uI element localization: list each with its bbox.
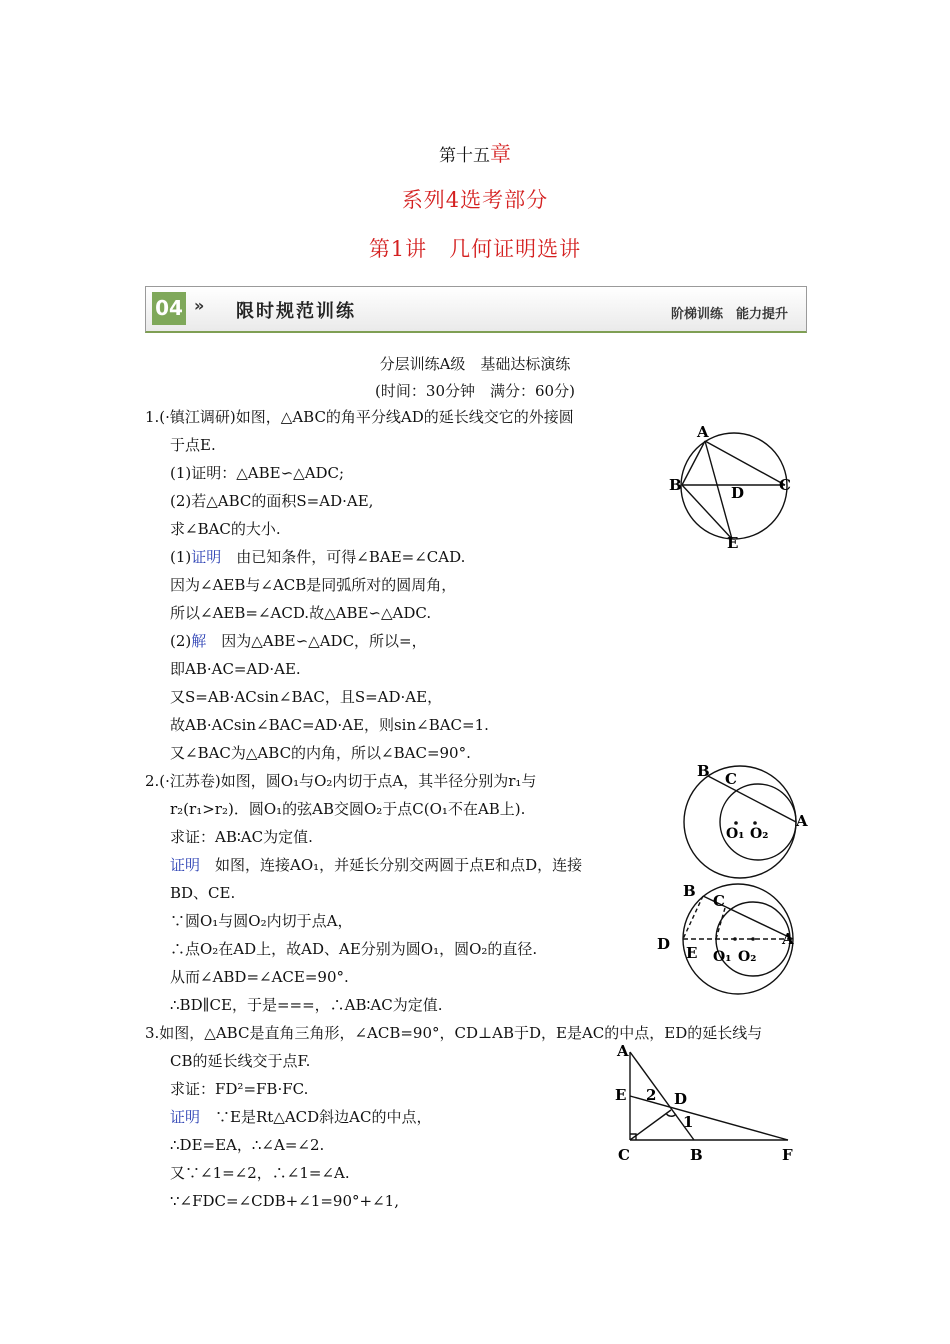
p1-solution-line: 因为∠AEB与∠ACB是同弧所对的圆周角， [170,576,457,594]
p2-solution-line: ∴BD∥CE，于是===，∴AB∶AC为定值. [170,996,443,1014]
figure-4-triangle-diagram [610,1040,805,1170]
fig3-label: O₁ [713,949,732,965]
p3-solution-line: ∴DE=EA，∴∠A=∠2. [170,1136,325,1154]
banner-right-text: 阶梯训练 能力提升 [670,307,788,322]
fig3-label: D [657,935,671,953]
fig2-label: O₂ [750,826,769,842]
banner-number: 04 [152,292,186,325]
level-subtitle: 分层训练A级 基础达标演练 [379,355,571,373]
p1-solution-line: 又S=AB·ACsin∠BAC，且S=AD·AE， [170,688,443,706]
chapter-heading: 第十五章 [439,142,511,166]
p2-solution-line: BD、CE. [170,884,236,902]
fig4-label: 2 [646,1086,657,1104]
proof-label: 证明 [170,856,201,874]
p3-question-line: 3.如图，△ABC是直角三角形，∠ACB=90°，CD⊥AB于D，E是AC的中点，ED的延长线与 [145,1024,763,1042]
fig4-label: E [615,1086,627,1104]
figure-3-circle-diagram [655,882,810,1002]
proof-label: 证明 [170,1108,201,1126]
fig3-label: E [686,944,698,962]
p3-question-line: CB的延长线交于点F. [170,1052,311,1070]
p2-question-line: r₂(r₁>r₂)．圆O₁的弦AB交圆O₂于点C(O₁不在AB上). [170,800,526,818]
p1-question-line: 于点E. [170,436,216,454]
fig2-label: O₁ [726,826,745,842]
p3-question-line: 求证：FD²=FB·FC. [170,1080,309,1098]
proof-label: 证明 [191,548,222,566]
fig3-label: O₂ [738,949,757,965]
p2-solution-line: 从而∠ABD=∠ACE=90°. [170,968,349,986]
fig2-label: C [725,770,737,788]
fig2-label: B [697,762,710,780]
p2-question-line: 求证：AB∶AC为定值. [170,828,313,846]
p1-solution-line: 故AB·ACsin∠BAC=AD·AE，则sin∠BAC=1. [170,716,489,734]
p1-solution-line: 即AB·AC=AD·AE. [170,660,301,678]
p3-solution-line: 又∵∠1=∠2，∴∠1=∠A. [170,1164,350,1182]
series-title: 系列4选考部分 [401,188,549,212]
fig4-label: C [618,1146,630,1164]
fig1-label: E [727,534,739,552]
p1-question-line: 1.(·镇江调研)如图，△ABC的角平分线AD的延长线交它的外接圆 [145,408,574,426]
p2-solution-line: 证明 如图，连接AO₁，并延长分别交两圆于点E和点D，连接 [170,856,583,874]
fig4-label: D [674,1090,688,1108]
fig4-label: 1 [683,1113,694,1131]
fig3-label: B [683,882,696,900]
fig4-label: A [617,1042,629,1060]
p1-solution-line: 又∠BAC为△ABC的内角，所以∠BAC=90°. [170,744,471,762]
section-banner [145,286,807,333]
fig1-label: A [697,423,709,441]
p1-solution-line: (2)解 因为△ABE∽△ADC，所以=， [170,632,427,650]
p1-question-line: (2)若△ABC的面积S=AD·AE, [170,492,374,510]
fig2-label: A [796,812,808,830]
chevron-right-icon: » [194,296,205,315]
banner-title: 限时规范训练 [236,301,356,322]
p3-solution-line: 证明 ∵E是Rt△ACD斜边AC的中点， [170,1108,432,1126]
p1-question-line: 求∠BAC的大小. [170,520,281,538]
p2-question-line: 2.(·江苏卷)如图，圆O₁与O₂内切于点A，其半径分别为r₁与 [145,772,537,790]
figure-1-circle-diagram [660,420,810,560]
figure-2-circle-diagram [680,758,810,883]
lecture-title: 第1讲 几何证明选讲 [368,237,582,261]
p3-solution-line: ∵∠FDC=∠CDB+∠1=90°+∠1, [170,1192,399,1210]
fig4-label: B [690,1146,703,1164]
p1-question-line: (1)证明：△ABE∽△ADC; [170,464,345,482]
fig3-label: A [782,930,794,948]
fig3-label: C [713,892,725,910]
p1-solution-line: 所以∠AEB=∠ACD.故△ABE∽△ADC. [170,604,432,622]
solution-label: 解 [191,632,207,650]
p2-solution-line: ∴点O₂在AD上，故AD、AE分别为圆O₁，圆O₂的直径. [170,940,538,958]
p2-solution-line: ∵圆O₁与圆O₂内切于点A， [170,912,353,930]
time-subtitle: (时间：30分钟 满分：60分) [375,382,575,400]
fig1-label: B [669,476,682,494]
fig1-label: D [731,484,745,502]
fig4-label: F [782,1146,793,1164]
p1-solution-line: (1)证明 由已知条件，可得∠BAE=∠CAD. [170,548,466,566]
fig1-label: C [779,476,791,494]
